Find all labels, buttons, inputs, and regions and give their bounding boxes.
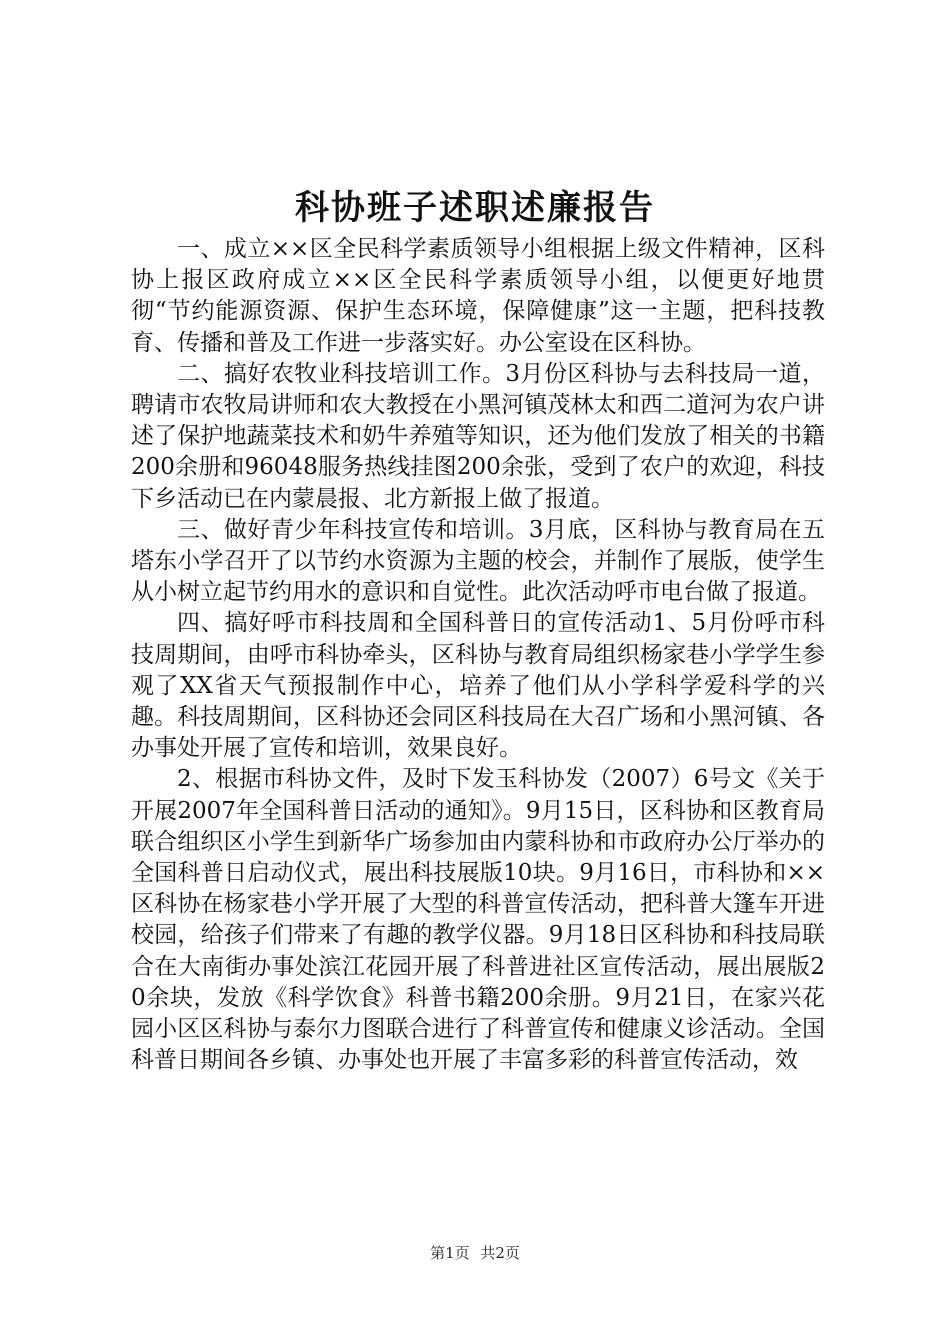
paragraph-5: 2、根据市科协文件，及时下发玉科协发（2007）6号文《关于开展2007年全国科普日活动的通知》。9月15日，区科协和区教育局联合组织区小学生到新华广场参加由内蒙科协和市政府办公厅举办的全国科普日启动仪式，展出科技展版10块。9月16日，市科协和××区科协在杨家巷小学开展了大型的科普宣传活动，把科普大篷车开进校园，给孩子们带来了有趣的教学仪器。9月18日区科协和科技局联合在大南街办事处滨江花园开展了科普进社区宣传活动，展出展版20余块，发放《科学饮食》科普书籍200余册。9月21日，在家兴花园小区区科协与泰尔力图联合进行了科普宣传和健康义诊活动。全国科普日期间各乡镇、办事处也开展了丰富多彩的科普宣传活动，效 (131, 766, 825, 1074)
paragraph-2: 二、搞好农牧业科技培训工作。3月份区科协与去科技局一道，聘请市农牧局讲师和农大教授在小黑河镇茂林太和西二道河为农户讲述了保护地蔬菜技术和奶牛养殖等知识，还为他们发放了相关的书籍200余册和96048服务热线挂图200余张，受到了农户的欢迎，科技下乡活动已在内蒙晨报、北方新报上做了报道。 (131, 360, 825, 512)
paragraph-4: 四、搞好呼市科技周和全国科普日的宣传活动1、5月份呼市科技周期间，由呼市科协牵头，区科协与教育局组织杨家巷小学学生参观了XX省天气预报制作中心，培养了他们从小学科学爱科学的兴趣。科技周期间，区科协还会同区科技局在大召广场和小黑河镇、各办事处开展了宣传和培训，效果良好。 (131, 610, 825, 762)
page-number: 第1页 (430, 1244, 470, 1262)
document-body (131, 234, 825, 1076)
document-title: 科协班子述职述廉报告 (295, 188, 655, 228)
paragraph-3: 三、做好青少年科技宣传和培训。3月底，区科协与教育局在五塔东小学召开了以节约水资源为主题的校会，并制作了展版，使学生从小树立起节约用水的意识和自觉性。此次活动呼市电台做了报道。 (131, 516, 825, 606)
page-footer (0, 1242, 950, 1263)
page-total: 共2页 (480, 1244, 520, 1262)
paragraph-1: 一、成立××区全民科学素质领导小组根据上级文件精神，区科协上报区政府成立××区全民科学素质领导小组，以便更好地贯彻“节约能源资源、保护生态环境，保障健康”这一主题，把科技教育、传播和普及工作进一步落实好。办公室设在区科协。 (131, 236, 825, 356)
